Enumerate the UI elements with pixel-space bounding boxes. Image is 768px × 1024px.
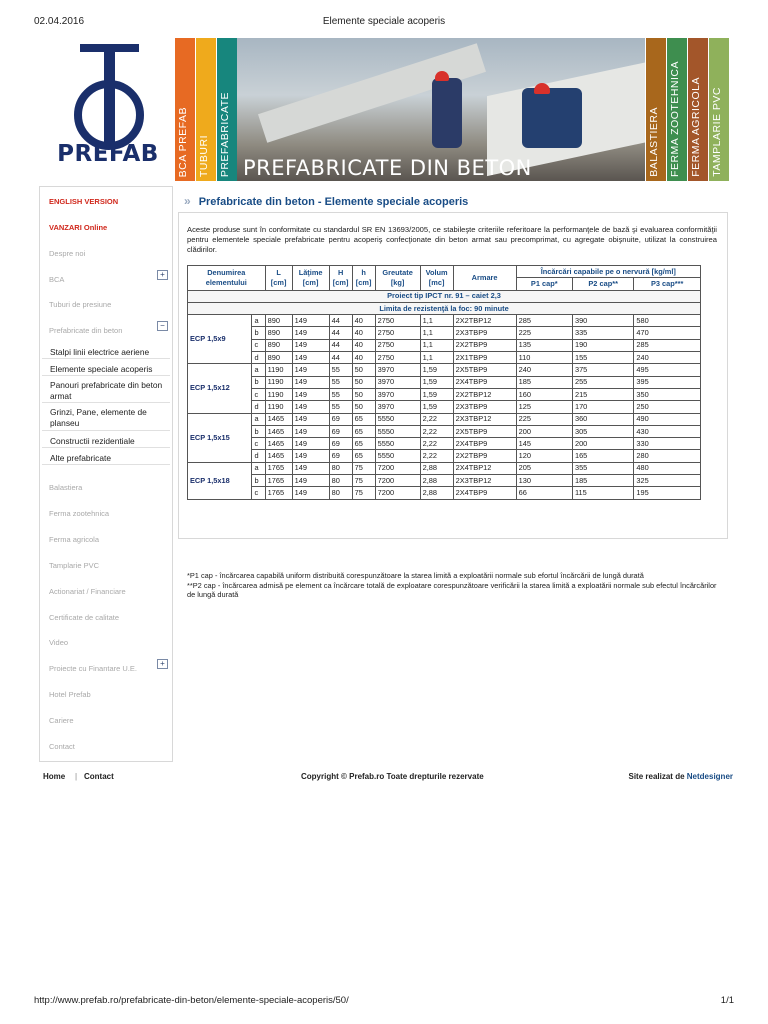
table-cell: a xyxy=(252,413,265,425)
table-cell: 490 xyxy=(634,413,701,425)
table-cell: 2X2TBP9 xyxy=(453,339,516,351)
table-cell: b xyxy=(252,425,265,437)
table-cell: 1765 xyxy=(265,462,292,474)
table-cell: 69 xyxy=(329,425,352,437)
table-cell: 890 xyxy=(265,315,292,327)
section-row-proiect: Proiect tip IPCT nr. 91 – caiet 2,3 xyxy=(188,290,701,302)
table-cell: 149 xyxy=(292,462,329,474)
table-cell: 149 xyxy=(292,487,329,499)
table-cell: 50 xyxy=(352,364,375,376)
table-row xyxy=(188,315,701,327)
table-row xyxy=(188,425,701,437)
table-cell: 149 xyxy=(292,475,329,487)
sidebar-nav xyxy=(39,186,173,762)
sidebar-item-agricola[interactable]: Ferma agricola xyxy=(49,535,100,544)
table-cell: 215 xyxy=(572,388,633,400)
table-cell: 75 xyxy=(352,475,375,487)
table-cell: 149 xyxy=(292,450,329,462)
table-cell: 2X1TBP9 xyxy=(453,352,516,364)
table-cell: b xyxy=(252,376,265,388)
table-cell: 250 xyxy=(634,401,701,413)
expand-plus-icon[interactable]: + xyxy=(157,659,168,669)
table-cell: 1,1 xyxy=(420,327,453,339)
print-date: 02.04.2016 xyxy=(34,16,85,27)
table-cell: 135 xyxy=(516,339,572,351)
table-cell: 2750 xyxy=(375,352,420,364)
sidebar-item-prefabricate[interactable]: Prefabricate din beton xyxy=(49,326,123,335)
site-header xyxy=(38,38,730,181)
table-cell: 65 xyxy=(352,450,375,462)
table-cell: 2X3TBP12 xyxy=(453,413,516,425)
col-header-h: h [cm] xyxy=(352,266,375,291)
table-cell: 1190 xyxy=(265,364,292,376)
table-cell: 1465 xyxy=(265,450,292,462)
tab-ferma-agricola[interactable]: FERMA AGRICOLA xyxy=(688,38,708,181)
table-cell: 1,59 xyxy=(420,388,453,400)
table-cell: c xyxy=(252,388,265,400)
table-cell: 44 xyxy=(329,315,352,327)
tab-tuburi[interactable]: TUBURI xyxy=(196,38,216,181)
table-cell: a xyxy=(252,462,265,474)
table-cell: 149 xyxy=(292,327,329,339)
print-footer xyxy=(34,995,734,1009)
col-header-volum: Volum [mc] xyxy=(420,266,453,291)
table-cell: 2X3TBP12 xyxy=(453,475,516,487)
photo-hardhat xyxy=(435,71,449,81)
table-cell: 360 xyxy=(572,413,633,425)
table-cell: 50 xyxy=(352,388,375,400)
table-cell: 390 xyxy=(572,315,633,327)
table-cell: 66 xyxy=(516,487,572,499)
col-header-l: L [cm] xyxy=(265,266,292,291)
table-cell: 40 xyxy=(352,315,375,327)
table-cell: 2X3TBP9 xyxy=(453,401,516,413)
sidebar-item-tuburi[interactable]: Tuburi de presiune xyxy=(49,300,112,309)
table-cell: 2,88 xyxy=(420,462,453,474)
photo-hardhat xyxy=(534,83,550,94)
table-cell: 7200 xyxy=(375,487,420,499)
table-cell: 170 xyxy=(572,401,633,413)
table-cell: 7200 xyxy=(375,475,420,487)
table-cell: 325 xyxy=(634,475,701,487)
table-cell: 330 xyxy=(634,438,701,450)
table-cell: 495 xyxy=(634,364,701,376)
table-cell: 120 xyxy=(516,450,572,462)
logo-bar-shape xyxy=(80,44,139,52)
table-cell: 285 xyxy=(516,315,572,327)
element-group-name: ECP 1,5x12 xyxy=(188,364,252,413)
table-cell: 255 xyxy=(572,376,633,388)
table-cell: b xyxy=(252,475,265,487)
table-cell: 65 xyxy=(352,425,375,437)
table-cell: 1465 xyxy=(265,425,292,437)
sidebar-item-actionariat[interactable]: Actionariat / Financiare xyxy=(49,587,126,596)
table-cell: 44 xyxy=(329,327,352,339)
footer-divider: | xyxy=(75,772,78,781)
table-row xyxy=(188,413,701,425)
site-footer xyxy=(43,772,733,784)
table-cell: 3970 xyxy=(375,401,420,413)
table-cell: 480 xyxy=(634,462,701,474)
sidebar-item-despre[interactable]: Despre noi xyxy=(49,249,86,258)
table-cell: 1190 xyxy=(265,388,292,400)
table-cell: a xyxy=(252,364,265,376)
table-cell: b xyxy=(252,327,265,339)
table-cell: 2,22 xyxy=(420,438,453,450)
table-cell: 890 xyxy=(265,327,292,339)
table-cell: 225 xyxy=(516,327,572,339)
table-cell: 2X4TBP9 xyxy=(453,438,516,450)
table-cell: d xyxy=(252,352,265,364)
table-cell: 2750 xyxy=(375,339,420,351)
table-cell: 205 xyxy=(516,462,572,474)
table-cell: 2X2TBP9 xyxy=(453,450,516,462)
table-cell: 5550 xyxy=(375,425,420,437)
table-row xyxy=(188,487,701,499)
table-cell: 1765 xyxy=(265,475,292,487)
sidebar-item-video[interactable]: Video xyxy=(49,638,69,647)
table-cell: 430 xyxy=(634,425,701,437)
tab-bca-prefab[interactable]: BCA PREFAB xyxy=(175,38,195,181)
table-cell: 890 xyxy=(265,352,292,364)
table-cell: 2X4TBP9 xyxy=(453,376,516,388)
table-cell: d xyxy=(252,401,265,413)
table-cell: 149 xyxy=(292,376,329,388)
element-group-name: ECP 1,5x18 xyxy=(188,462,252,499)
table-cell: 1,1 xyxy=(420,339,453,351)
table-cell: 1465 xyxy=(265,413,292,425)
table-cell: 44 xyxy=(329,352,352,364)
table-row xyxy=(188,376,701,388)
table-cell: 190 xyxy=(572,339,633,351)
table-row xyxy=(188,450,701,462)
table-cell: 80 xyxy=(329,462,352,474)
table-cell: 1,1 xyxy=(420,352,453,364)
netdesigner-link[interactable]: Netdesigner xyxy=(686,772,733,781)
logo-text: PREFAB xyxy=(57,141,159,167)
table-row xyxy=(188,364,701,376)
sidebar-item-contact[interactable]: Contact xyxy=(49,742,75,751)
table-cell: 55 xyxy=(329,401,352,413)
table-row xyxy=(188,327,701,339)
prefab-logo[interactable] xyxy=(38,38,175,181)
table-cell: 3970 xyxy=(375,376,420,388)
table-cell: 65 xyxy=(352,413,375,425)
table-cell: 395 xyxy=(634,376,701,388)
footer-home-link[interactable]: Home xyxy=(43,772,66,781)
table-cell: 305 xyxy=(572,425,633,437)
table-cell: a xyxy=(252,315,265,327)
sidebar-subitem-stalpi[interactable]: Stalpi linii electrice aeriene xyxy=(42,345,170,359)
table-cell: d xyxy=(252,450,265,462)
table-cell: 40 xyxy=(352,339,375,351)
table-cell: 55 xyxy=(329,376,352,388)
table-cell: 2X3TBP9 xyxy=(453,327,516,339)
tab-tamplarie-pvc[interactable]: TAMPLARIE PVC xyxy=(709,38,729,181)
section-row-foc: Limita de rezistenţă la foc: 90 minute xyxy=(188,302,701,314)
table-cell: 200 xyxy=(516,425,572,437)
table-cell: 2,22 xyxy=(420,450,453,462)
table-row xyxy=(188,438,701,450)
sidebar-item-vanzari[interactable]: VANZARI Online xyxy=(49,223,108,232)
sidebar-item-zootehnica[interactable]: Ferma zootehnica xyxy=(49,509,110,518)
table-cell: 1,59 xyxy=(420,364,453,376)
table-cell: 40 xyxy=(352,327,375,339)
sidebar-item-balastiera[interactable]: Balastiera xyxy=(49,483,83,492)
sidebar-item-hotel[interactable]: Hotel Prefab xyxy=(49,690,91,699)
table-cell: c xyxy=(252,487,265,499)
table-cell: 125 xyxy=(516,401,572,413)
table-cell: 149 xyxy=(292,425,329,437)
tab-balastiera[interactable]: BALASTIERA xyxy=(646,38,666,181)
tab-ferma-zootehnica[interactable]: FERMA ZOOTEHNICA xyxy=(667,38,687,181)
content-box xyxy=(178,212,728,599)
spec-table xyxy=(187,265,701,500)
table-cell: 69 xyxy=(329,450,352,462)
table-row xyxy=(188,339,701,351)
table-cell: 580 xyxy=(634,315,701,327)
table-cell: 2,22 xyxy=(420,413,453,425)
table-cell: 2X2TBP12 xyxy=(453,388,516,400)
table-cell: 80 xyxy=(329,487,352,499)
banner-title: PREFABRICATE DIN BETON xyxy=(243,156,532,180)
print-page-number: 1/1 xyxy=(720,995,734,1006)
table-cell: 1765 xyxy=(265,487,292,499)
table-cell: 1,59 xyxy=(420,376,453,388)
table-cell: 350 xyxy=(634,388,701,400)
table-cell: 470 xyxy=(634,327,701,339)
table-cell: 335 xyxy=(572,327,633,339)
print-url: http://www.prefab.ro/prefabricate-din-beton/elemente-speciale-acoperis/50/ xyxy=(34,995,349,1006)
table-cell: 55 xyxy=(329,388,352,400)
table-cell: 44 xyxy=(329,339,352,351)
table-cell: c xyxy=(252,438,265,450)
sidebar-subitem-elemente[interactable]: Elemente speciale acoperis xyxy=(42,362,170,376)
print-title: Elemente speciale acoperis xyxy=(322,16,446,27)
table-cell: 1,59 xyxy=(420,401,453,413)
print-header xyxy=(34,16,734,30)
table-cell: 149 xyxy=(292,352,329,364)
element-group-name: ECP 1,5x15 xyxy=(188,413,252,462)
table-cell: 40 xyxy=(352,352,375,364)
col-header-p2: P2 cap** xyxy=(572,278,633,290)
table-cell: 75 xyxy=(352,462,375,474)
footnote-p2: **P2 cap - încărcarea admisă pe element ca încărcare totală de exploatare corespunzătoare verificării la starea limită a exploatării normale sub efectul încărcărilor de lungă durată xyxy=(187,580,717,599)
table-cell: 185 xyxy=(516,376,572,388)
table-cell: 149 xyxy=(292,438,329,450)
table-cell: 1465 xyxy=(265,438,292,450)
collapse-minus-icon[interactable]: − xyxy=(157,321,168,331)
sidebar-subitem-alte[interactable]: Alte prefabricate xyxy=(42,451,170,465)
table-cell: 1190 xyxy=(265,401,292,413)
table-cell: 149 xyxy=(292,364,329,376)
table-cell: 115 xyxy=(572,487,633,499)
sidebar-subitem-grinzi[interactable]: Grinzi, Pane, elemente de planseu xyxy=(42,406,170,431)
double-chevron-icon: » xyxy=(184,194,191,208)
sidebar-subitem-panouri[interactable]: Panouri prefabricate din beton armat xyxy=(42,379,170,403)
banner-photo xyxy=(237,38,645,181)
table-cell: 2X4TBP12 xyxy=(453,462,516,474)
table-cell: 50 xyxy=(352,401,375,413)
table-cell: 2X5TBP9 xyxy=(453,425,516,437)
col-header-p3: P3 cap*** xyxy=(634,278,701,290)
table-cell: 2X2TBP12 xyxy=(453,315,516,327)
sidebar-item-english[interactable]: ENGLISH VERSION xyxy=(49,197,119,206)
tab-prefabricate[interactable]: PREFABRICATE xyxy=(217,38,237,181)
table-cell: 2X4TBP9 xyxy=(453,487,516,499)
table-cell: 130 xyxy=(516,475,572,487)
table-cell: 240 xyxy=(516,364,572,376)
table-cell: 145 xyxy=(516,438,572,450)
table-row xyxy=(188,401,701,413)
table-cell: 890 xyxy=(265,339,292,351)
table-cell: 75 xyxy=(352,487,375,499)
table-cell: 110 xyxy=(516,352,572,364)
table-row xyxy=(188,388,701,400)
table-cell: 65 xyxy=(352,438,375,450)
table-cell: 149 xyxy=(292,413,329,425)
table-cell: 2750 xyxy=(375,315,420,327)
table-cell: 5550 xyxy=(375,450,420,462)
table-cell: 375 xyxy=(572,364,633,376)
table-cell: 280 xyxy=(634,450,701,462)
sidebar-item-proiecte[interactable]: Proiecte cu Finantare U.E. xyxy=(49,664,137,673)
table-cell: 149 xyxy=(292,401,329,413)
col-header-latime: Lăţime [cm] xyxy=(292,266,329,291)
footer-credit: Site realizat de Netdesigner xyxy=(628,772,733,781)
col-header-H: H [cm] xyxy=(329,266,352,291)
logo-stem-shape xyxy=(104,52,115,142)
table-cell: 3970 xyxy=(375,364,420,376)
table-cell: 149 xyxy=(292,339,329,351)
table-cell: 240 xyxy=(634,352,701,364)
table-cell: 149 xyxy=(292,315,329,327)
table-cell: 2750 xyxy=(375,327,420,339)
table-cell: 155 xyxy=(572,352,633,364)
table-cell: 7200 xyxy=(375,462,420,474)
table-cell: 200 xyxy=(572,438,633,450)
table-row xyxy=(188,475,701,487)
page-title-text: Prefabricate din beton - Elemente speciale acoperis xyxy=(198,196,469,208)
footer-copyright: Copyright © Prefab.ro Toate drepturile rezervate xyxy=(301,772,484,781)
page-title xyxy=(184,194,468,208)
table-cell: 195 xyxy=(634,487,701,499)
photo-worker xyxy=(432,78,462,148)
table-cell: 165 xyxy=(572,450,633,462)
sidebar-subitem-constructii[interactable]: Constructii rezidentiale xyxy=(42,434,170,448)
table-cell: 5550 xyxy=(375,438,420,450)
sidebar-item-bca[interactable]: BCA xyxy=(49,275,65,284)
col-header-denumire: Denumirea elementului xyxy=(188,266,266,291)
table-cell: 3970 xyxy=(375,388,420,400)
table-cell: 80 xyxy=(329,475,352,487)
sidebar-item-tamplarie[interactable]: Tamplarie PVC xyxy=(49,561,100,570)
table-cell: 185 xyxy=(572,475,633,487)
table-cell: 55 xyxy=(329,364,352,376)
table-cell: 149 xyxy=(292,388,329,400)
sidebar-item-cariere[interactable]: Cariere xyxy=(49,716,74,725)
table-cell: 2,88 xyxy=(420,475,453,487)
table-cell: 355 xyxy=(572,462,633,474)
table-row xyxy=(188,462,701,474)
element-group-name: ECP 1,5x9 xyxy=(188,315,252,364)
table-cell: 160 xyxy=(516,388,572,400)
table-cell: 50 xyxy=(352,376,375,388)
col-header-greutate: Greutate [kg] xyxy=(375,266,420,291)
table-cell: 1190 xyxy=(265,376,292,388)
footnotes xyxy=(187,571,725,600)
col-header-armare: Armare xyxy=(453,266,516,291)
intro-paragraph: Aceste produse sunt în conformitate cu standardul SR EN 13693/2005, ce stabileşte criteriile referitoare la performanţele de bază şi evaluarea conformităţii pentru elementele speciale prefabricate pentru acoperiş confecţionate din beton armat sau precomprimat, cu agregate obişnuite, utilizat la construirea clădirilor. xyxy=(187,225,717,254)
table-cell: 2X5TBP9 xyxy=(453,364,516,376)
table-cell: 69 xyxy=(329,413,352,425)
photo-worker xyxy=(522,88,582,148)
col-header-p1: P1 cap* xyxy=(516,278,572,290)
footnote-p1: *P1 cap - încărcarea capabilă uniform distribuită corespunzătoare la starea limită a exploatării normale sub efortul încărcării de lungă durată xyxy=(187,571,644,580)
table-row xyxy=(188,352,701,364)
table-cell: 2,88 xyxy=(420,487,453,499)
sidebar-item-certificate[interactable]: Certificate de calitate xyxy=(49,613,120,622)
table-cell: 225 xyxy=(516,413,572,425)
table-cell: 285 xyxy=(634,339,701,351)
col-header-incarcari: Încărcări capabile pe o nervură [kg/ml] xyxy=(516,266,700,278)
table-cell: 5550 xyxy=(375,413,420,425)
table-cell: 1,1 xyxy=(420,315,453,327)
table-cell: c xyxy=(252,339,265,351)
table-cell: 69 xyxy=(329,438,352,450)
expand-plus-icon[interactable]: + xyxy=(157,270,168,280)
footer-contact-link[interactable]: Contact xyxy=(84,772,114,781)
table-cell: 2,22 xyxy=(420,425,453,437)
